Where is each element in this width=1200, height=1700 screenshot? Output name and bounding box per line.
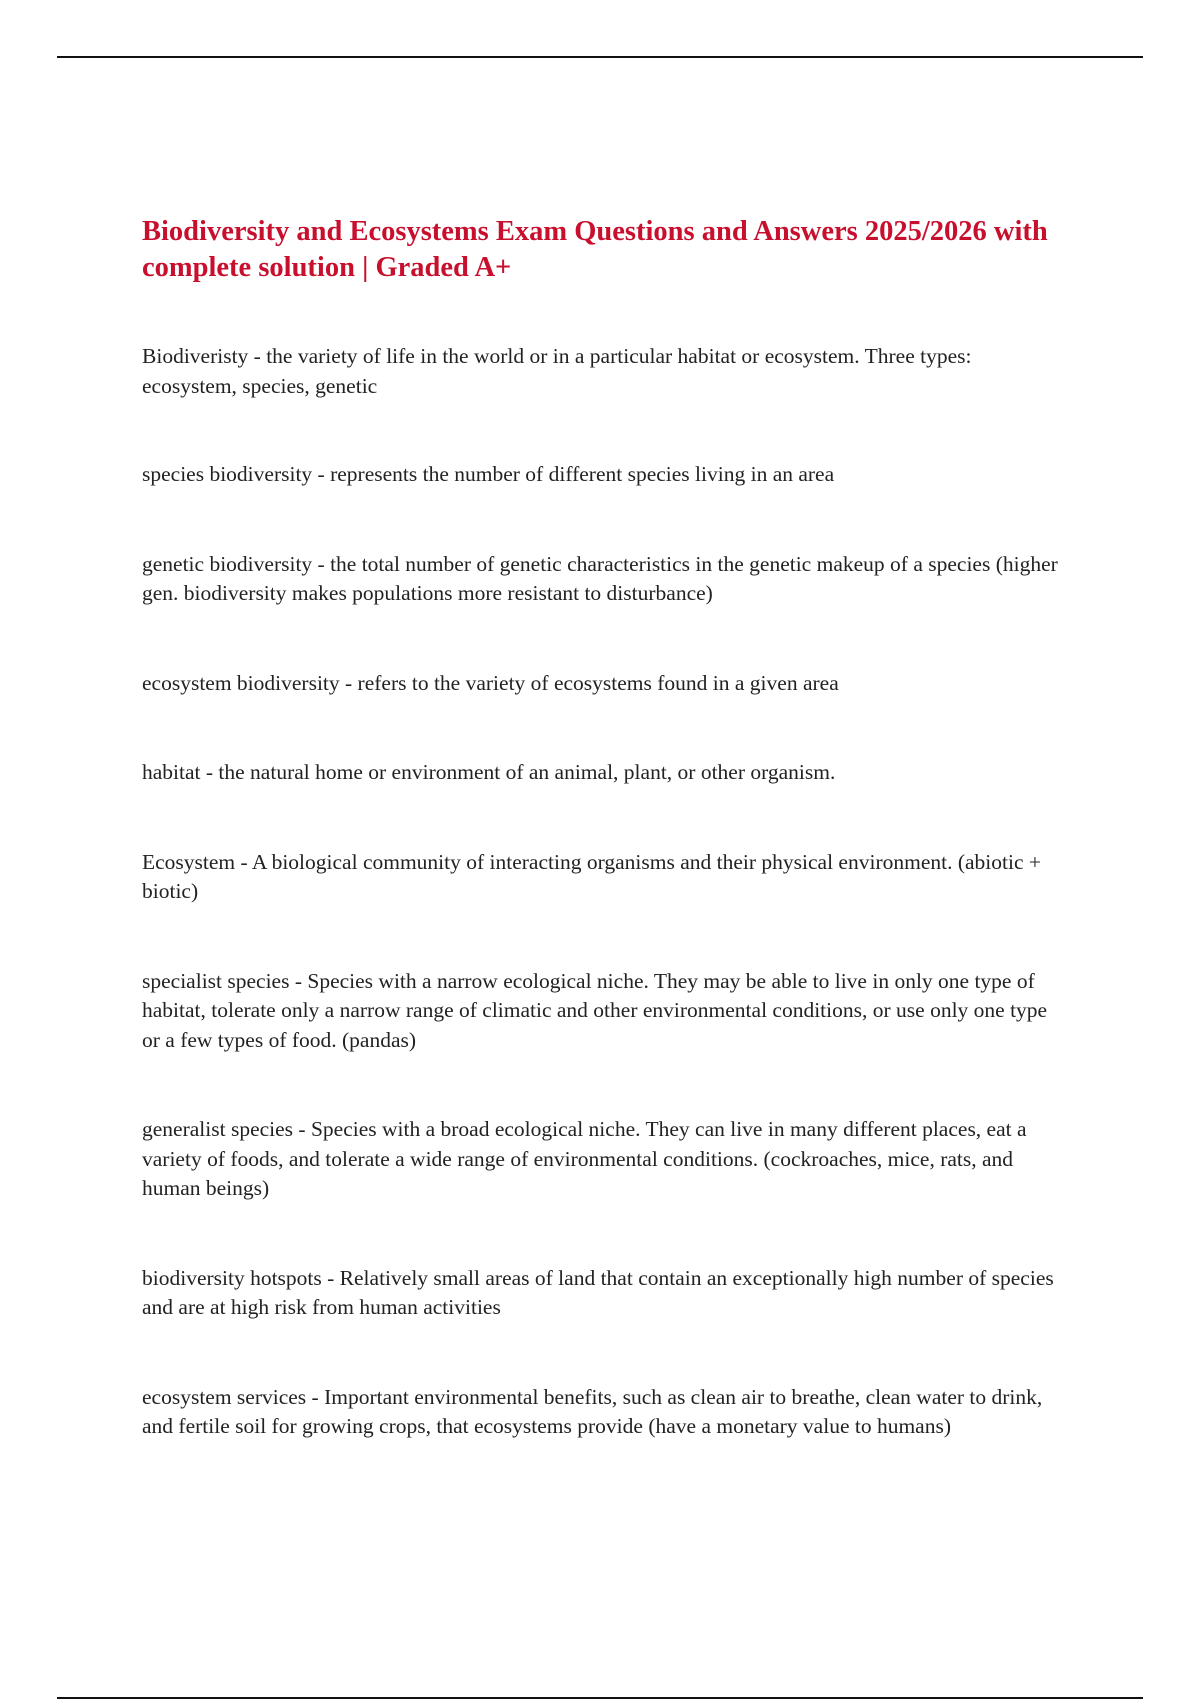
- term-entry: biodiversity hotspots - Relatively small areas of land that contain an exceptionally high number of species and are at high risk from human activities: [142, 1265, 1054, 1319]
- term-entry: Ecosystem - A biological community of interacting organisms and their physical environment. (abiotic + biotic): [142, 849, 1042, 903]
- document-title: Biodiversity and Ecosystems Exam Questions and Answers 2025/2026 with complete solution | Graded A+: [142, 216, 1048, 283]
- term-entry: Biodiveristy - the variety of life in the world or in a particular habitat or ecosystem. Three types: ecosystem, species, genetic: [142, 344, 972, 398]
- document-page: [142, 214, 1062, 1442]
- term-entry: genetic biodiversity - the total number of genetic characteristics in the genetic makeup of a species (higher gen. biodiversity makes populations more resistant to disturbance): [142, 551, 1058, 605]
- term-entry: specialist species - Species with a narrow ecological niche. They may be able to live in only one type of habitat, tolerate only a narrow range of climatic and other environmental conditions, or use only one type or a few types of food. (pandas): [142, 968, 1048, 1052]
- term-entry: species biodiversity - represents the number of different species living in an area: [142, 462, 835, 486]
- term-entry: ecosystem biodiversity - refers to the variety of ecosystems found in a given area: [142, 670, 839, 695]
- term-entry: ecosystem services - Important environmental benefits, such as clean air to breathe, clean water to drink, and fertile soil for growing crops, that ecosystems provide (have a monetary value to humans): [142, 1384, 1043, 1438]
- term-entry: generalist species - Species with a broad ecological niche. They can live in many different places, eat a variety of foods, and tolerate a wide range of environmental conditions. (cockroaches, mice, rats, and human beings): [142, 1117, 1027, 1200]
- term-entry: habitat - the natural home or environment of an animal, plant, or other organism.: [142, 760, 836, 784]
- term-list: [142, 342, 1062, 1442]
- footer-rule: [57, 1697, 1143, 1699]
- header-rule: [57, 56, 1143, 58]
